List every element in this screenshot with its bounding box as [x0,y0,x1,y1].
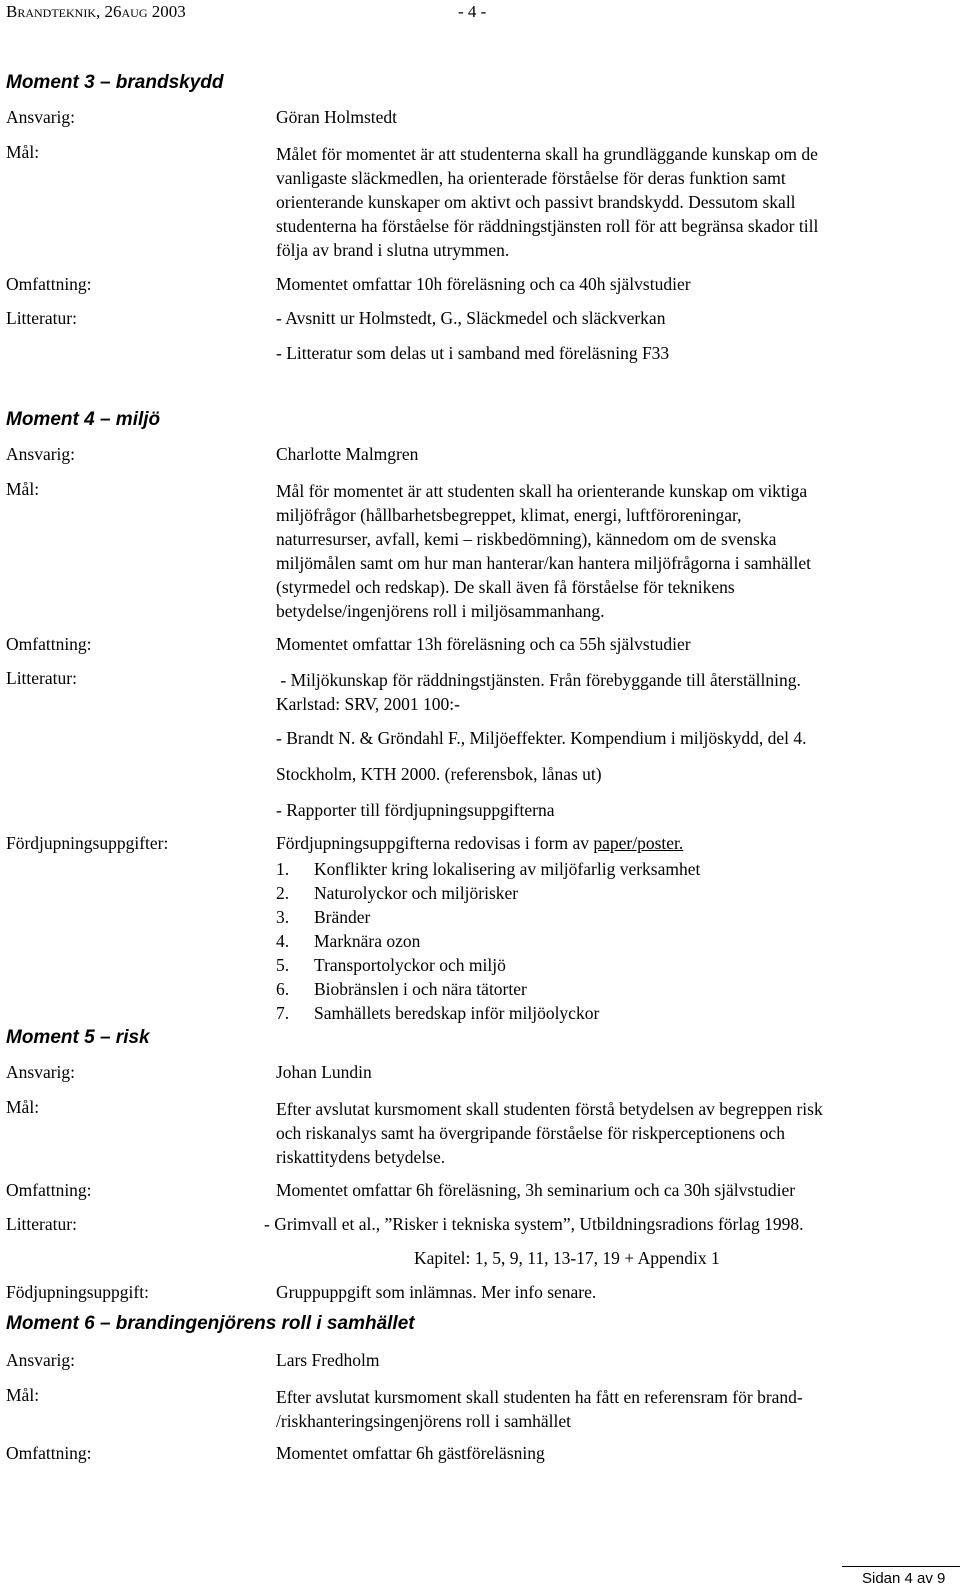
moment3-title: Moment 3 – brandskydd [6,72,224,93]
doc-name: Brandteknik [6,2,96,21]
moment5-mal-label: Mål: [6,1097,40,1117]
moment4-fordjupning-label: Fördjupningsuppgifter: [6,833,169,853]
moment5-mal-line: och riskanalys samt ha övergripande förståelse för riskperceptionens och [276,1123,785,1143]
moment3-omfattning-label: Omfattning: [6,274,92,294]
moment4-mal-line: naturresurser, avfall, kemi – riskbedömning), kännedom om de svenska [276,529,777,549]
moment6-title: Moment 6 – brandingenjörens roll i samhället [6,1313,415,1334]
doc-date: , 26aug 2003 [96,2,186,21]
moment4-mal-line: betydelse/ingenjörens roll i miljösammanhang. [276,601,605,621]
moment4-mal-label: Mål: [6,479,40,499]
moment3-mal-label: Mål: [6,142,40,162]
footer-rule [842,1566,960,1567]
moment5-mal-line: Efter avslutat kursmoment skall studenten förstå betydelsen av begreppen risk [276,1099,823,1119]
moment3-mal-line: följa av brand i slutna utrymmen. [276,240,510,260]
moment4-omfattning: Momentet omfattar 13h föreläsning och ca 55h självstudier [276,634,691,654]
moment5-ansvarig: Johan Lundin [276,1062,372,1082]
moment4-omfattning-label: Omfattning: [6,634,92,654]
list-item: 3. Bränder [276,907,371,927]
moment6-omfattning-label: Omfattning: [6,1443,92,1463]
moment4-fordjupning [276,833,683,854]
moment3-omfattning: Momentet omfattar 10h föreläsning och ca 40h självstudier [276,274,691,294]
footer-page-info: Sidan 4 av 9 [862,1570,946,1587]
moment5-omfattning-label: Omfattning: [6,1180,92,1200]
moment3-litteratur-item: - Litteratur som delas ut i samband med föreläsning F33 [276,343,670,363]
list-item: 2. Naturolyckor och miljörisker [276,883,519,903]
list-item: 6. Biobränslen i och nära tätorter [276,979,527,999]
moment4-mal-line: (styrmedel och redskap). De skall även få förståelse för teknikens [276,577,735,597]
list-item: 5. Transportolyckor och miljö [276,955,506,975]
moment3-mal-line: studenterna ha förståelse för räddningstjänsten roll för att begränsa skador till [276,216,819,236]
moment4-ansvarig: Charlotte Malmgren [276,444,419,464]
moment5-ansvarig-label: Ansvarig: [6,1062,76,1082]
moment5-fodjupning-label: Födjupningsuppgift: [6,1282,149,1302]
moment4-litteratur-line: Stockholm, KTH 2000. (referensbok, lånas ut) [276,764,602,784]
moment3-litteratur-label: Litteratur: [6,308,77,328]
paper-poster-link[interactable]: paper/poster. [593,833,684,853]
moment3-ansvarig: Göran Holmstedt [276,107,398,127]
moment3-mal-line: orienterande kunskaper om aktivt och passivt brandskydd. Dessutom skall [276,192,796,212]
moment6-ansvarig: Lars Fredholm [276,1350,380,1370]
moment3-ansvarig-label: Ansvarig: [6,107,76,127]
list-item: 1. Konflikter kring lokalisering av miljöfarlig verksamhet [276,859,701,879]
page-number: - 4 - [458,2,487,21]
moment5-fodjupning: Gruppuppgift som inlämnas. Mer info senare. [276,1282,597,1302]
moment4-title: Moment 4 – miljö [6,409,161,430]
fordjupning-list [276,857,896,1025]
moment4-mal-line: Mål för momentet är att studenten skall ha orienterande kunskap om viktiga [276,481,808,501]
moment5-litteratur: - Grimvall et al., ”Risker i tekniska system”, Utbildningsradions förlag 1998. [264,1214,804,1234]
moment5-mal-line: riskattitydens betydelse. [276,1147,446,1167]
moment6-ansvarig-label: Ansvarig: [6,1350,76,1370]
moment5-title: Moment 5 – risk [6,1027,150,1048]
moment6-mal-label: Mål: [6,1385,40,1405]
moment3-litteratur-item: - Avsnitt ur Holmstedt, G., Släckmedel och släckverkan [276,308,666,328]
moment4-litteratur-line: - Miljökunskap för räddningstjänsten. Från förebyggande till återställning. [276,670,801,690]
moment6-mal-line: /riskhanteringsingenjörens roll i samhället [276,1411,572,1431]
moment3-mal-line: vanligaste släckmedlen, ha orienterade förståelse för deras funktion samt [276,168,786,188]
list-item: 7. Samhällets beredskap inför miljöolyckor [276,1003,600,1023]
moment4-litteratur-line: - Rapporter till fördjupningsuppgifterna [276,800,555,820]
moment5-litteratur-label: Litteratur: [6,1214,77,1234]
moment3-mal-line: Målet för momentet är att studenterna skall ha grundläggande kunskap om de [276,144,818,164]
moment4-mal-line: miljöfrågor (hållbarhetsbegreppet, klimat, energi, luftföroreningar, [276,505,742,525]
moment4-ansvarig-label: Ansvarig: [6,444,76,464]
moment4-litteratur-line: - Brandt N. & Gröndahl F., Miljöeffekter. Kompendium i miljöskydd, del 4. [276,728,807,748]
moment4-litteratur-line: Karlstad: SRV, 2001 100:- [276,694,460,714]
moment5-kapitel: Kapitel: 1, 5, 9, 11, 13-17, 19 + Appendix 1 [414,1248,720,1268]
moment5-omfattning: Momentet omfattar 6h föreläsning, 3h seminarium och ca 30h självstudier [276,1180,796,1200]
moment6-omfattning: Momentet omfattar 6h gästföreläsning [276,1443,545,1463]
list-item: 4. Marknära ozon [276,931,421,951]
moment4-litteratur-label: Litteratur: [6,668,77,688]
page-header [6,2,186,22]
moment4-mal-line: miljömålen samt om hur man hanterar/kan hantera miljöfrågorna i samhället [276,553,812,573]
moment6-mal-line: Efter avslutat kursmoment skall studenten ha fått en referensram för brand- [276,1387,803,1407]
moment4-fordjupning-text: Fördjupningsuppgifterna redovisas i form av [276,833,594,853]
